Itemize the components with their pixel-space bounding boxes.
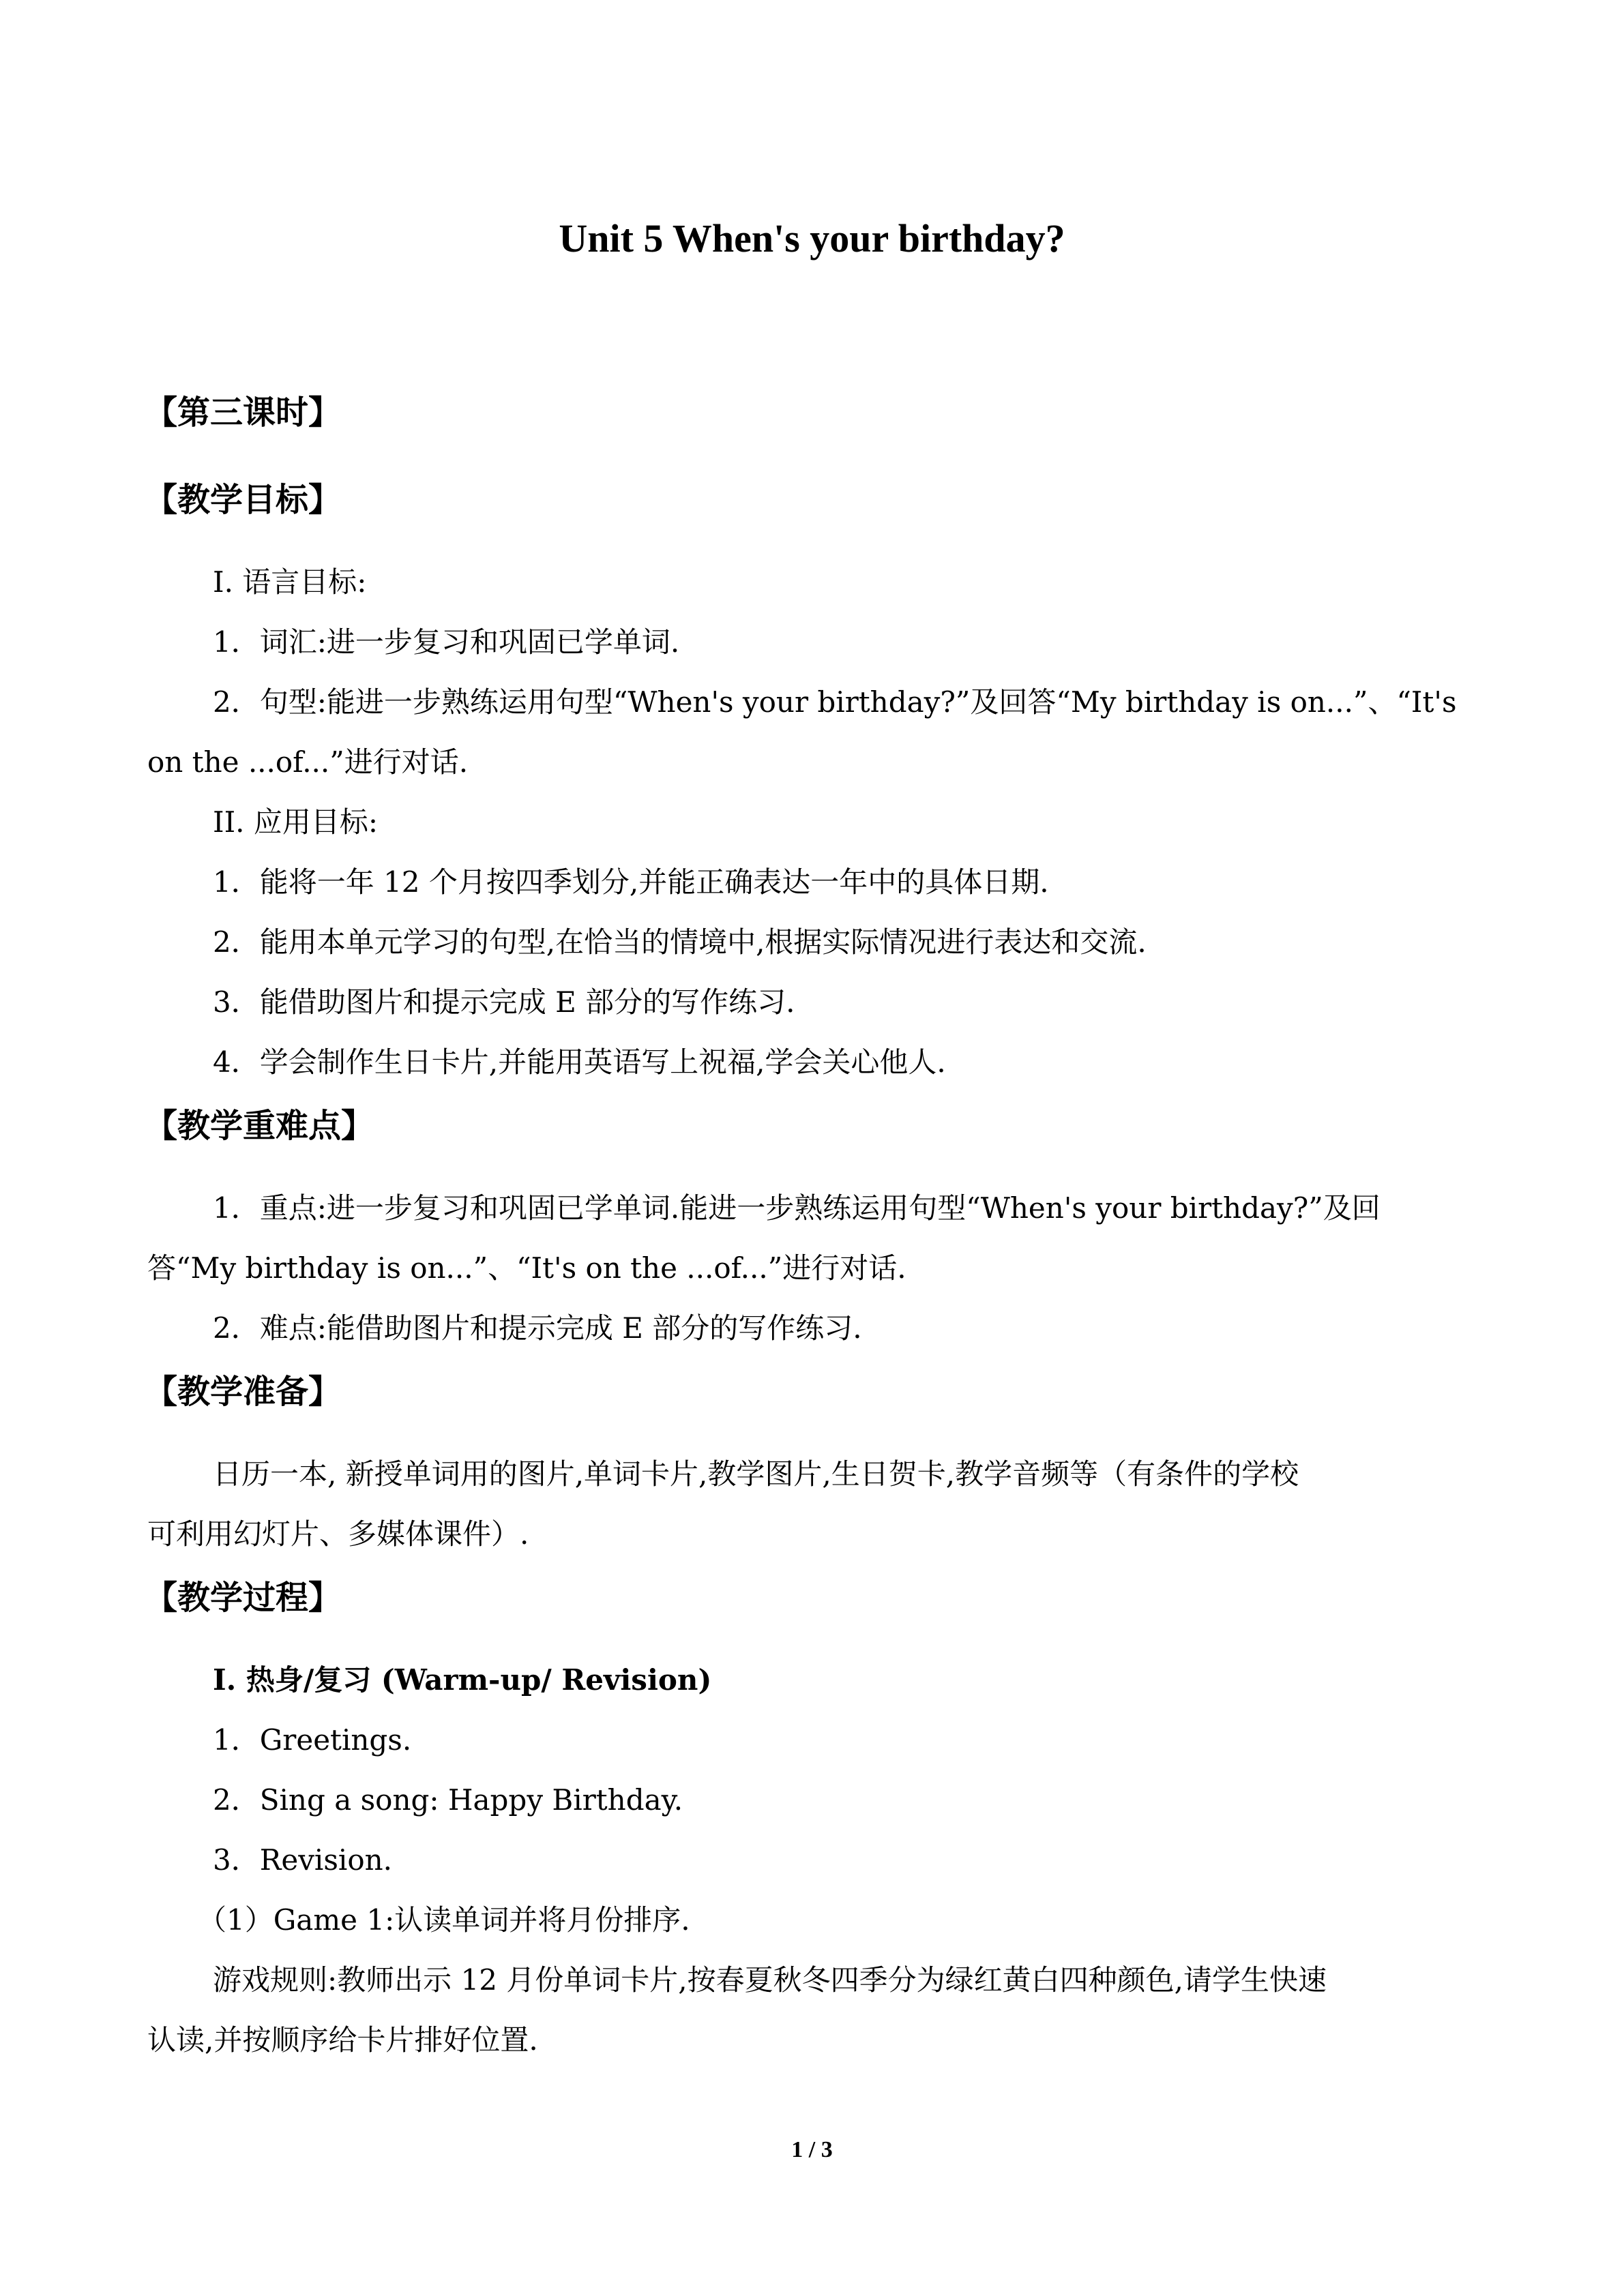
key-points-line-2: 答“My birthday is on...”、“It's on the ...of...”进行对话. xyxy=(147,1251,906,1285)
objectives-heading: 【教学目标】 xyxy=(145,481,342,519)
objectives-line-7: 2．能用本单元学习的句型,在恰当的情境中,根据实际情况进行表达和交流. xyxy=(213,925,1147,959)
objectives-line-9: 4．学会制作生日卡片,并能用英语写上祝福,学会关心他人. xyxy=(213,1045,946,1079)
process-line-2: 2．Sing a song: Happy Birthday. xyxy=(213,1783,683,1817)
objectives-line-3: 2．句型:能进一步熟练运用句型“When's your birthday?”及回答“My birthday is on...”、“It's xyxy=(213,685,1457,719)
objectives-line-2: 1．词汇:进一步复习和巩固已学单词. xyxy=(213,625,680,659)
process-subheading: I. 热身/复习 (Warm-up/ Revision) xyxy=(213,1663,712,1697)
preparation-heading: 【教学准备】 xyxy=(145,1373,342,1411)
key-points-line-1: 1．重点:进一步复习和巩固已学单词.能进一步熟练运用句型“When's your birthday?”及回 xyxy=(213,1191,1381,1225)
process-line-5: 游戏规则:教师出示 12 月份单词卡片,按春夏秋冬四季分为绿红黄白四种颜色,请学生快速 xyxy=(213,1963,1327,1997)
process-line-3: 3．Revision. xyxy=(213,1843,393,1877)
objectives-line-6: 1．能将一年 12 个月按四季划分,并能正确表达一年中的具体日期. xyxy=(213,865,1049,899)
document-title: Unit 5 When's your birthday? xyxy=(559,216,1065,260)
preparation-line-2: 可利用幻灯片、多媒体课件）. xyxy=(147,1517,529,1551)
objectives-line-1: I. 语言目标: xyxy=(213,565,367,599)
key-points-line-3: 2．难点:能借助图片和提示完成 E 部分的写作练习. xyxy=(213,1311,862,1345)
key-points-heading: 【教学重难点】 xyxy=(145,1107,374,1145)
process-heading: 【教学过程】 xyxy=(145,1579,342,1617)
process-line-1: 1．Greetings. xyxy=(213,1723,412,1757)
process-line-4: （1）Game 1:认读单词并将月份排序. xyxy=(198,1903,690,1937)
objectives-line-5: II. 应用目标: xyxy=(213,805,379,839)
objectives-line-4: on the ...of...”进行对话. xyxy=(147,745,469,779)
preparation-line-1: 日历一本, 新授单词用的图片,单词卡片,教学图片,生日贺卡,教学音频等（有条件的学校 xyxy=(213,1457,1299,1491)
process-line-6: 认读,并按顺序给卡片排好位置. xyxy=(147,2023,538,2057)
objectives-line-8: 3．能借助图片和提示完成 E 部分的写作练习. xyxy=(213,985,795,1019)
page-number: 1 / 3 xyxy=(791,2137,833,2162)
lesson-label: 【第三课时】 xyxy=(145,393,342,432)
